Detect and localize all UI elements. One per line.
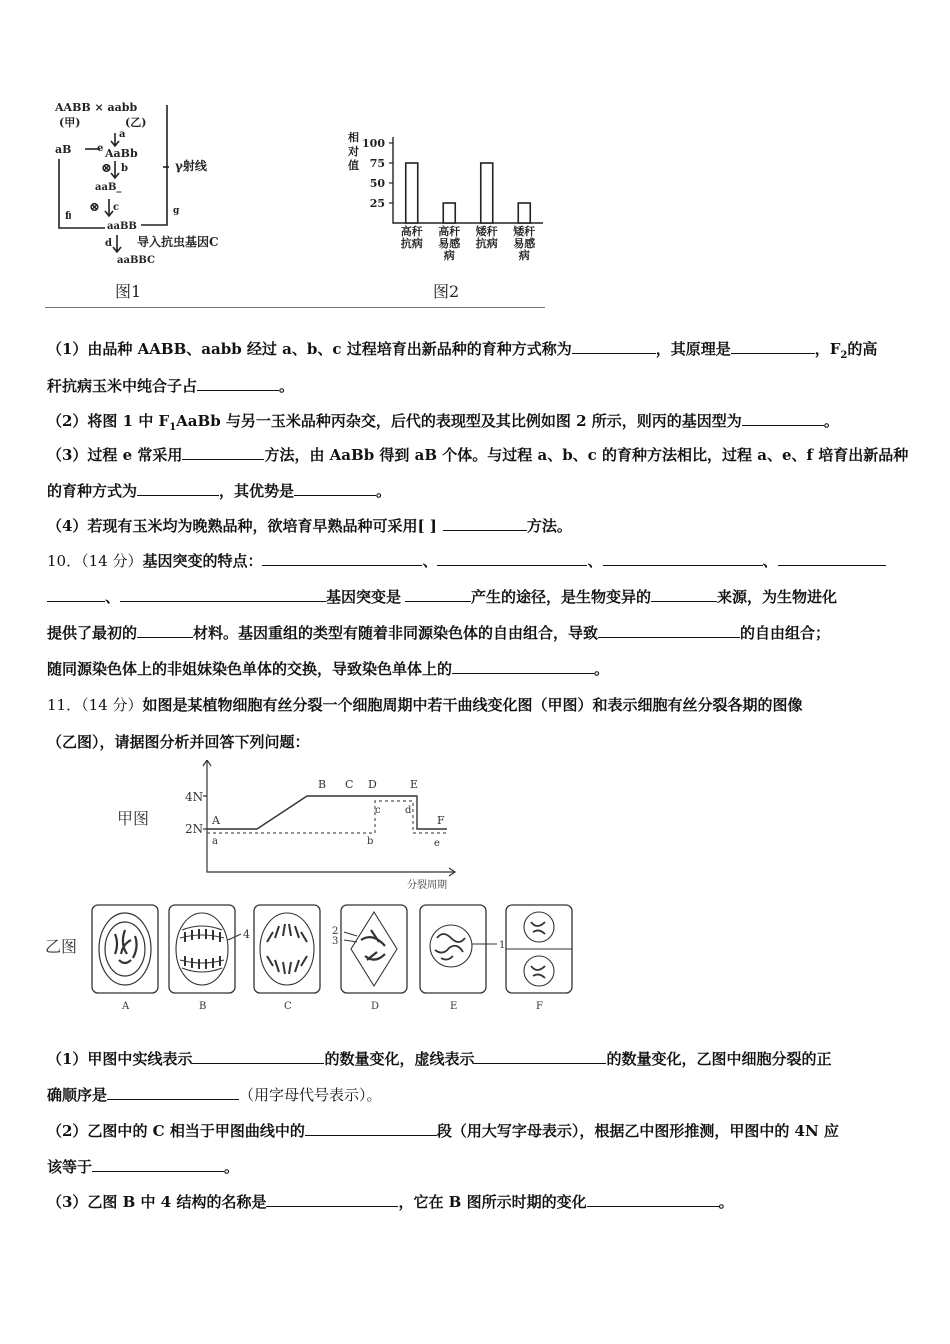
q11-blank-solid[interactable] — [192, 1049, 324, 1064]
q11-blank-structure[interactable] — [266, 1192, 398, 1207]
q10-blank-9[interactable] — [598, 623, 740, 638]
fig2-category-label-2-0: 矮秆 — [475, 225, 498, 238]
figure-1-caption: 图1 — [115, 282, 142, 301]
q10-d: 来源，为生物进化 — [717, 588, 838, 606]
figure-1-breeding-diagram — [45, 95, 305, 310]
point-E: E — [410, 778, 419, 791]
q9-p3e: 。 — [376, 482, 392, 500]
cell-caption-C: C — [284, 1001, 292, 1012]
mitosis-figure — [45, 760, 577, 1012]
cell-E-drawing — [430, 925, 497, 967]
q11-p3b: ，它在 B 图所示时期的变化 — [398, 1193, 587, 1211]
point-d: d — [405, 805, 412, 816]
q10-blank-3[interactable] — [603, 551, 763, 566]
point-A: A — [212, 814, 220, 827]
q11-p2a: （2）乙图中的 C 相当于甲图曲线中的 — [47, 1122, 305, 1140]
self-cross-symbol-2: ⊗ — [89, 200, 100, 215]
y-4n-label: 4N — [185, 790, 204, 804]
q10-a: 基因突变的特点： — [142, 552, 263, 570]
f1-label: AaBb — [105, 147, 138, 160]
x-axis-label: 分裂周期 — [407, 880, 447, 891]
q10-line1 — [47, 550, 886, 571]
q9-p4b: 方法。 — [526, 517, 572, 535]
fig2-category-label-1-2: 病 — [443, 249, 455, 262]
step-c-label: c — [113, 202, 120, 213]
q10-blank-10[interactable] — [452, 659, 594, 674]
q10-b: 基因突变是 — [326, 588, 402, 606]
step-a-label: a — [119, 129, 126, 140]
q10-blank-5[interactable] — [120, 587, 326, 602]
q9-blank-ratio[interactable] — [197, 376, 279, 391]
cell-caption-B: B — [199, 1001, 207, 1012]
q10-blank-8[interactable] — [137, 623, 193, 638]
fig2-category-label-0-0: 高秆 — [400, 225, 423, 238]
q11-part2-line1 — [47, 1120, 839, 1141]
q11-blank-4n[interactable] — [92, 1157, 224, 1172]
q9-p3c: 的育种方式为 — [47, 482, 138, 500]
q9-blank-early-method[interactable] — [443, 516, 527, 531]
q9-p3b: 方法，由 AaBb 得到 aB 个体。与过程 a、b、c 的育种方法相比，过程 a、e、f 培育出新品种 — [264, 446, 909, 464]
cell-F-drawing — [506, 912, 572, 986]
aabb-output-label: aaBB — [107, 221, 137, 232]
fig2-category-label-2-1: 抗病 — [475, 237, 498, 250]
q9-part1-line1 — [47, 338, 877, 361]
q9-p1a: （1）由品种 AABB、aabb 经过 a、b、c 过程培育出新品种的育种方式称为 — [47, 340, 572, 358]
fig2-category-label-3-2: 病 — [518, 249, 530, 262]
ab-mid-label: aaB_ — [95, 182, 122, 193]
q11-p3c: 。 — [718, 1193, 734, 1211]
q10-blank-4-cont[interactable] — [47, 587, 105, 602]
cell-A-drawing — [99, 913, 151, 985]
q9-p1f: 。 — [279, 377, 295, 395]
self-cross-symbol-1: ⊗ — [101, 161, 112, 176]
q9-p2a-sub: 1 — [169, 422, 177, 433]
fig2-ylabel-1: 相 — [348, 131, 359, 144]
point-b: b — [367, 836, 374, 847]
q9-part2 — [47, 410, 839, 433]
q11-blank-change[interactable] — [587, 1192, 719, 1207]
q10-i: 。 — [594, 660, 610, 678]
cell-D-drawing — [344, 912, 397, 986]
label-1: 1 — [499, 940, 506, 951]
q9-part1-line2 — [47, 375, 294, 396]
q10-number: 10．（14 分） — [47, 552, 143, 570]
step-f-label: f — [65, 211, 70, 222]
fig2-ytick-label-2: 75 — [369, 157, 385, 170]
fig2-category-label-1-0: 高秆 — [438, 225, 461, 238]
q9-p3d: ，其优势是 — [219, 482, 295, 500]
q9-p1e: 秆抗病玉米中纯合子占 — [47, 377, 198, 395]
q11-p1a: （1）甲图中实线表示 — [47, 1050, 193, 1068]
cell-B-drawing — [176, 913, 241, 985]
q9-blank-aef-method[interactable] — [137, 481, 219, 496]
ab-left-label: aB — [55, 143, 72, 156]
point-F: F — [437, 814, 445, 827]
yi-label: 乙图 — [45, 937, 78, 956]
q11-number: 11．（14 分） — [47, 696, 143, 714]
q10-f: 材料。基因重组的类型有随着非同源染色体的自由组合，导致 — [193, 624, 599, 642]
q10-sep-4: 、 — [105, 588, 121, 606]
label-3: 3 — [332, 936, 339, 947]
q11-part1-line2 — [47, 1084, 382, 1105]
q9-p2b: AaBb 与另一玉米品种丙杂交，后代的表现型及其比例如图 2 所示，则丙的基因型为 — [176, 412, 742, 430]
fig2-ytick-label-0: 25 — [369, 197, 385, 210]
q10-blank-4[interactable] — [778, 551, 886, 566]
point-B: B — [318, 778, 327, 791]
label-4: 4 — [243, 928, 250, 941]
fig2-bar-0 — [406, 163, 418, 223]
q9-blank-e-method[interactable] — [182, 445, 264, 460]
q10-sep-1: 、 — [422, 552, 438, 570]
cross-label: AABB × aabb — [55, 101, 138, 114]
import-gene-label: 导入抗虫基因C — [137, 235, 219, 249]
q10-h: 随同源染色体上的非姐妹染色单体的交换，导致染色单体上的 — [47, 660, 453, 678]
q10-sep-2: 、 — [587, 552, 603, 570]
q11-blank-segment[interactable] — [305, 1121, 437, 1136]
q10-line4 — [47, 658, 609, 679]
fig2-category-label-1-1: 易感 — [438, 237, 461, 250]
gamma-ray-label: γ射线 — [175, 159, 207, 173]
figure-separator — [45, 307, 545, 308]
q11-line1 — [47, 694, 802, 715]
cell-C-frame — [254, 905, 320, 993]
q11-part3 — [47, 1191, 734, 1212]
step-b-label: b — [121, 163, 128, 174]
jia-axes — [207, 760, 455, 872]
q10-g: 的自由组合； — [740, 624, 831, 642]
fig2-bar-1 — [443, 203, 455, 223]
step-e-label: e — [97, 143, 104, 154]
q10-blank-2[interactable] — [437, 551, 587, 566]
q9-blank-advantage[interactable] — [294, 481, 376, 496]
point-c: c — [375, 805, 381, 816]
cell-caption-F: F — [536, 1001, 543, 1012]
q11-part1-line1 — [47, 1048, 831, 1069]
q11-p2d: 。 — [224, 1158, 240, 1176]
fig2-bar-3 — [518, 203, 530, 223]
point-e: e — [434, 838, 440, 849]
label-2: 2 — [332, 926, 339, 937]
q9-p2a: （2）将图 1 中 F — [47, 412, 170, 430]
q9-part4 — [47, 515, 572, 536]
q10-blank-7[interactable] — [651, 587, 717, 602]
q10-e: 提供了最初的 — [47, 624, 138, 642]
final-variety-label: aaBBC — [117, 255, 156, 266]
q11-p2c: 该等于 — [47, 1158, 93, 1176]
q9-part3-line1 — [47, 444, 908, 465]
q11-p2b: 段（用大写字母表示），根据乙中图形推测，甲图中的 4N 应 — [436, 1122, 839, 1140]
fig2-category-label-0-1: 抗病 — [400, 237, 423, 250]
point-C: C — [345, 778, 354, 791]
cell-caption-D: D — [371, 1001, 380, 1012]
q9-p2c: 。 — [823, 412, 839, 430]
q9-part3-line2 — [47, 480, 391, 501]
step-d-label: d — [105, 238, 112, 249]
fig2-bar-2 — [481, 163, 493, 223]
q11-p1d: 确顺序是 — [47, 1086, 108, 1104]
fig2-ylabel-3: 值 — [348, 159, 359, 172]
q9-p1b: ，其原理是 — [655, 340, 731, 358]
parent-yi: (乙) — [125, 116, 147, 129]
figure-2-caption: 图2 — [433, 282, 460, 301]
q10-line2 — [47, 586, 837, 607]
q9-blank-genotype[interactable] — [742, 411, 824, 426]
parent-jia: (甲) — [59, 116, 81, 129]
q11-p1e: （用字母代号表示）。 — [239, 1086, 382, 1104]
step-g-label: g — [173, 206, 180, 216]
q11-b: （乙图），请据图分析并回答下列问题： — [47, 733, 310, 751]
q10-blank-1[interactable] — [262, 551, 422, 566]
q9-p1c-sub: 2 — [840, 350, 848, 361]
fig2-ylabel-2: 对 — [348, 145, 359, 158]
q11-part2-line2 — [47, 1156, 239, 1177]
q11-p1c: 的数量变化，乙图中细胞分裂的正 — [606, 1050, 832, 1068]
fig2-ytick-label-3: 100 — [362, 137, 385, 150]
y-2n-label: 2N — [185, 822, 204, 836]
q9-p1d: 的高 — [847, 340, 878, 358]
q9-blank-principle[interactable] — [731, 339, 815, 354]
q9-p1c: ，F — [814, 340, 841, 358]
fig2-category-label-3-1: 易感 — [513, 237, 536, 250]
figure-2-bar-chart — [338, 125, 558, 310]
fig2-ytick-label-1: 50 — [369, 177, 385, 190]
q11-p1b: 的数量变化，虚线表示 — [324, 1050, 475, 1068]
cell-B-frame — [169, 905, 235, 993]
q11-blank-dashed[interactable] — [474, 1049, 606, 1064]
q11-p3a: （3）乙图 B 中 4 结构的名称是 — [47, 1193, 267, 1211]
cell-caption-A: A — [122, 1001, 130, 1012]
q10-line3 — [47, 622, 830, 643]
fig2-category-label-3-0: 矮秆 — [513, 225, 536, 238]
point-a: a — [212, 836, 218, 847]
jia-label: 甲图 — [117, 809, 150, 828]
q9-blank-method[interactable] — [572, 339, 656, 354]
q10-blank-6[interactable] — [405, 587, 471, 602]
q11-a: 如图是某植物细胞有丝分裂一个细胞周期中若干曲线变化图（甲图）和表示细胞有丝分裂各期的图像 — [142, 696, 803, 714]
cell-caption-E: E — [450, 1001, 458, 1012]
point-D: D — [368, 778, 377, 791]
cell-C-drawing — [260, 913, 314, 985]
q10-sep-3: 、 — [762, 552, 778, 570]
q9-p3a: （3）过程 e 常采用 — [47, 446, 183, 464]
q10-c: 产生的途径，是生物变异的 — [471, 588, 652, 606]
q9-p4a: （4）若现有玉米均为晚熟品种，欲培育早熟品种可采用[ ] — [47, 517, 437, 535]
q11-line2 — [47, 731, 310, 752]
q11-blank-order[interactable] — [107, 1085, 239, 1100]
